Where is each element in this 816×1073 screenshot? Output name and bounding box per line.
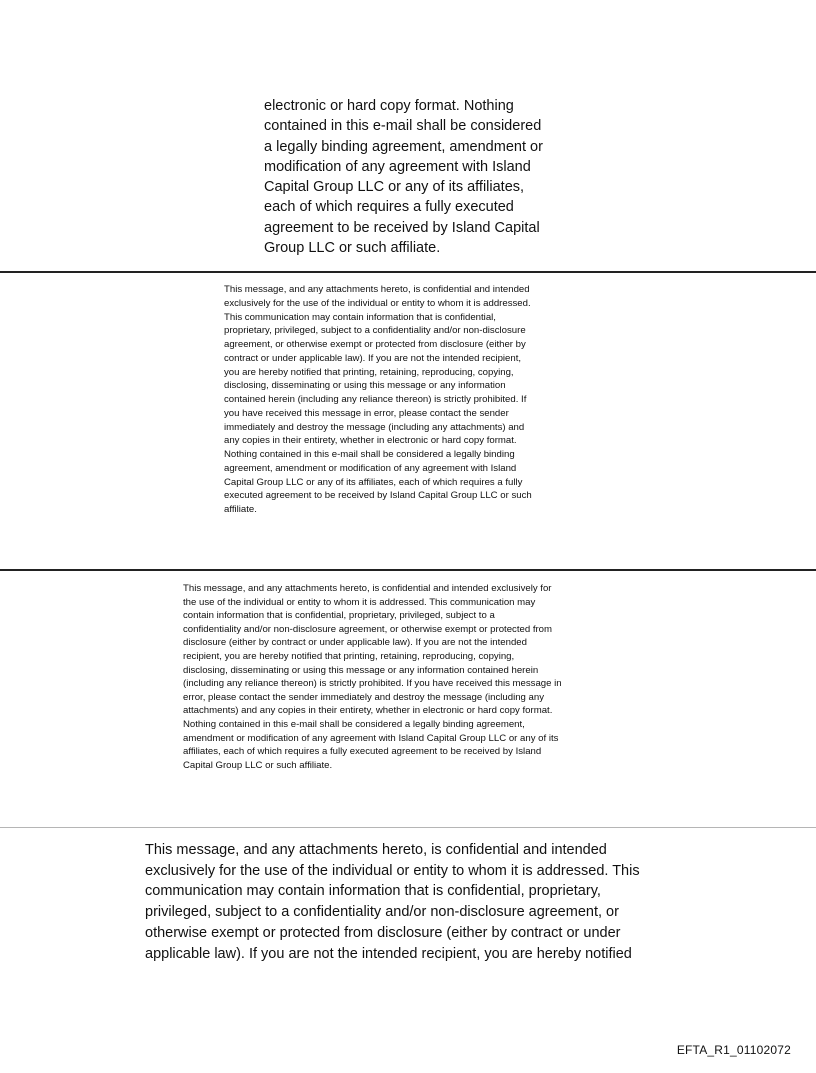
section-divider-light — [0, 827, 816, 828]
confidentiality-notice-wide: This message, and any attachments hereto, is confidential and intended exclusively for the use of the individual or entity to whom it is addressed. This communication may contain information that is confidential, proprietary, privileged, subject to a confidentiality and/or non-disclosure agreement, or otherwise exempt or protected from disclosure (either by contract or under applicable law). If you are not the intended recipient, you are hereby notified that printing, retaining, reproducing, copying, disclosing, disseminating or using this message or any information contained herein (including any reliance thereon) is strictly prohibited. If you have received this message in error, please contact the sender immediately and destroy the message (including any attachments) and any copies in their entirety, whether in electronic or hard copy format. Nothing contained in this e-mail shall be considered a legally binding agreement, amendment or modification of any agreement with Island Capital Group LLC or any of its affiliates, each of which requires a fully executed agreement to be received by Island Capital Group LLC or such affiliate. — [183, 583, 562, 771]
section-divider — [0, 271, 816, 273]
confidentiality-notice-narrow: This message, and any attachments hereto, is confidential and intended exclusively for the use of the individual or entity to whom it is addressed. This communication may contain information that is confidential, proprietary, privileged, subject to a confidentiality and/or non-disclosure agreement, or otherwise exempt or protected from disclosure (either by contract or under applicable law). If you are not the intended recipient, you are hereby notified that printing, retaining, reproducing, copying, disclosing, disseminating or using this message or any information contained herein (including any reliance thereon) is strictly prohibited. If you have received this message in error, please contact the sender immediately and destroy the message (including any attachments) and any copies in their entirety, whether in electronic or hard copy format. Nothing contained in this e-mail shall be considered a legally binding agreement, amendment or modification of any agreement with Island Capital Group LLC or any of its affiliates, each of which requires a fully executed agreement to be received by Island Capital Group LLC or such affiliate. — [224, 284, 532, 515]
disclaimer-fragment-text: electronic or hard copy format. Nothing contained in this e-mail shall be considered a legally binding agreement, amendment or modification of any agreement with Island Capital Group LLC or any of its affiliates, each of which requires a fully executed agreement to be received by Island Capital Group LLC or such affiliate. — [264, 98, 543, 257]
bates-number: EFTA_R1_01102072 — [676, 1043, 791, 1057]
confidentiality-notice-large: This message, and any attachments hereto, is confidential and intended exclusively for the use of the individual or entity to whom it is addressed. This communication may contain information that is confidential, proprietary, privileged, subject to a confidentiality and/or non-disclosure agreement, or otherwise exempt or protected from disclosure (either by contract or under applicable law). If you are not the intended recipient, you are hereby notified — [145, 842, 640, 962]
section-divider — [0, 569, 816, 571]
